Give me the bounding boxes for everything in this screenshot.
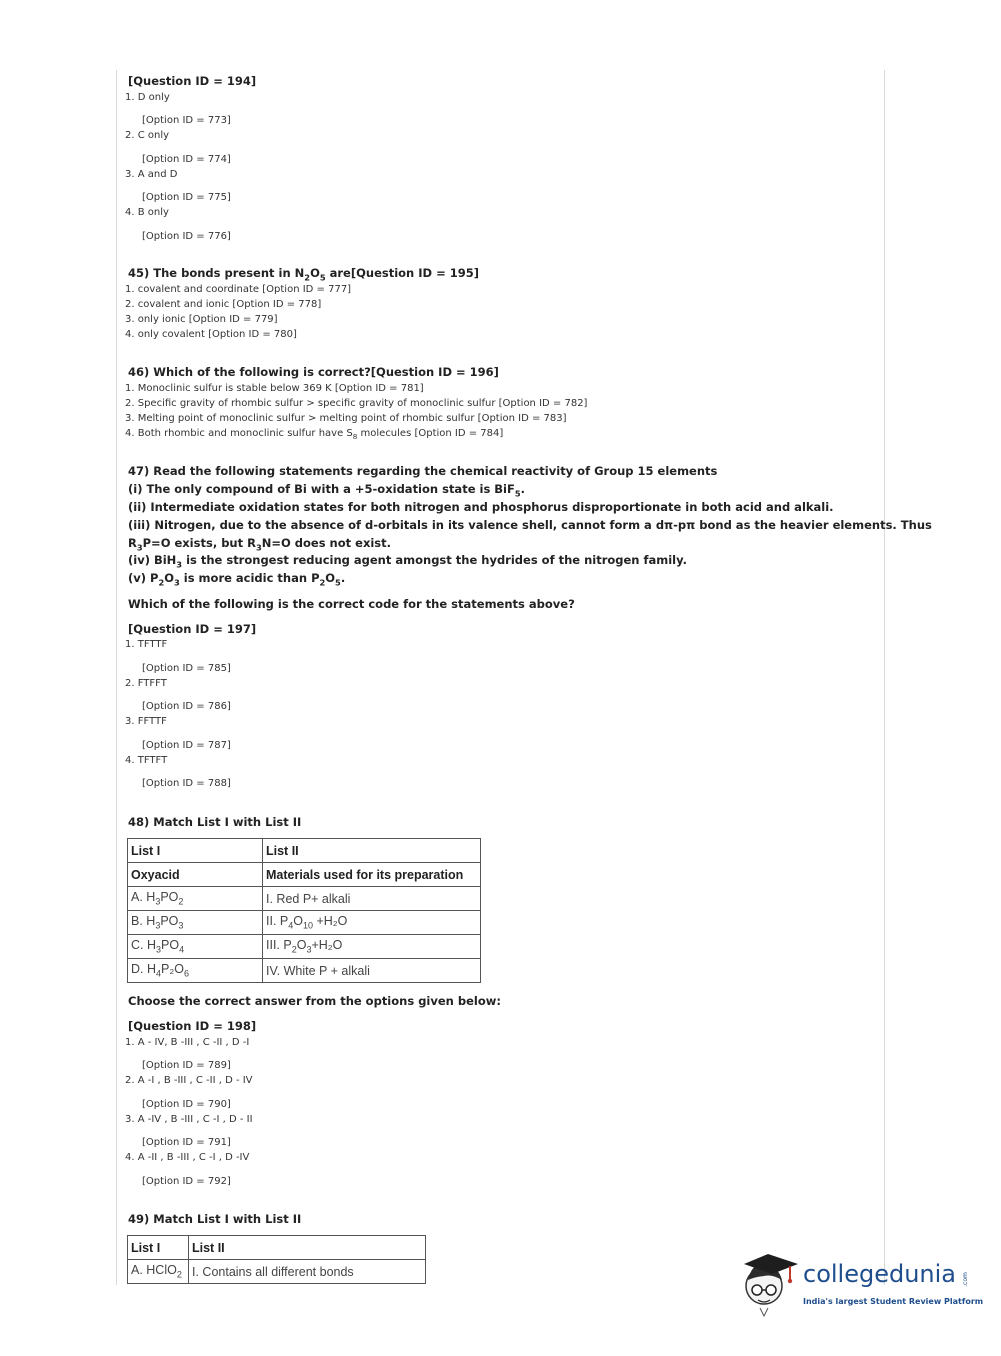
- statement-iii: (iii) Nitrogen, due to the absence of d-orbitals in its valence shell, cannot form a dπ-pπ bond as the heavier elements. Thus: [128, 518, 932, 532]
- option-text: 1. TFTTF: [125, 639, 168, 650]
- table-row: [128, 1260, 426, 1284]
- option-text: 1. D only: [125, 92, 170, 103]
- statement-i: (i) The only compound of Bi with a +5-oxidation state is BiF$_5$.: [128, 482, 525, 499]
- brand-name: collegedunia: [803, 1260, 957, 1288]
- statement-iv: (iv) BiH$_3$ is the strongest reducing agent amongst the hydrides of the nitrogen family.: [128, 553, 687, 570]
- match-table-49: [127, 1235, 426, 1284]
- option-id: [Option ID = 775]: [142, 192, 231, 203]
- statement-iii-cont: $R_3P=O$ exists, but $R_3N=O$ does not exist.: [128, 536, 392, 553]
- option-id: [Option ID = 791]: [142, 1137, 231, 1148]
- table-cell: A. HClO$_2$: [128, 1260, 189, 1284]
- question-47-title: 47) Read the following statements regarding the chemical reactivity of Group 15 elements: [128, 464, 718, 478]
- table-row: [128, 935, 481, 959]
- table-cell: C. $H_3PO_4$: [128, 935, 263, 959]
- option-text: 4. only covalent [Option ID = 780]: [125, 329, 297, 340]
- table-cell: A. $H_3PO_2$: [128, 887, 263, 911]
- option-text: 1. A - IV, B -III , C -II , D -I: [125, 1037, 250, 1048]
- brand-tagline: India's largest Student Review Platform: [803, 1297, 984, 1306]
- table-row: [128, 911, 481, 935]
- table-header: List I: [128, 839, 263, 863]
- question-45-title: 45) The bonds present in $N_2O_5$ are[Question ID = 195]: [128, 266, 479, 283]
- option-text: 4. TFTFT: [125, 755, 168, 766]
- table-header: List I: [128, 1236, 189, 1260]
- statement-ii: (ii) Intermediate oxidation states for both nitrogen and phosphorus disproportionate in both acid and alkali.: [128, 500, 834, 514]
- option-text: 2. A -I , B -III , C -II , D - IV: [125, 1075, 253, 1086]
- table-row: [128, 887, 481, 911]
- question-id-194: [Question ID = 194]: [128, 74, 257, 88]
- option-text: 4. A -II , B -III , C -I , D -IV: [125, 1152, 250, 1163]
- option-id: [Option ID = 774]: [142, 154, 231, 165]
- option-text: 4. Both rhombic and monoclinic sulfur have $S_8$ molecules [Option ID = 784]: [125, 428, 504, 441]
- option-id: [Option ID = 773]: [142, 115, 231, 126]
- option-text: 2. Specific gravity of rhombic sulfur > specific gravity of monoclinic sulfur [Option ID = 782]: [125, 398, 588, 409]
- option-text: 3. A -IV , B -III , C -I , D - II: [125, 1114, 253, 1125]
- option-text: 3. Melting point of monoclinic sulfur > melting point of rhombic sulfur [Option ID = 783]: [125, 413, 567, 424]
- table-cell: B. $H_3PO_3$: [128, 911, 263, 935]
- statement-v: (v) $P_2O_3$ is more acidic than $P_2O_5$.: [128, 571, 346, 588]
- option-text: 1. Monoclinic sulfur is stable below 369 K [Option ID = 781]: [125, 383, 424, 394]
- option-id: [Option ID = 788]: [142, 778, 231, 789]
- option-id: [Option ID = 785]: [142, 663, 231, 674]
- page-frame-left: [116, 70, 117, 1285]
- table-cell: D. $H_4P_2O_6$: [128, 959, 263, 983]
- option-id: [Option ID = 789]: [142, 1060, 231, 1071]
- table-cell: II. $P_4O_{10} +H_2O$: [263, 911, 481, 935]
- option-text: 4. B only: [125, 207, 169, 218]
- brand-domain: .com: [961, 1272, 969, 1287]
- option-text: 2. C only: [125, 130, 170, 141]
- option-id: [Option ID = 790]: [142, 1099, 231, 1110]
- table-subheader: Materials used for its preparation: [263, 863, 481, 887]
- question-49-title: 49) Match List I with List II: [128, 1212, 302, 1226]
- table-header: List II: [263, 839, 481, 863]
- table-cell: IV. White P + alkali: [263, 959, 481, 983]
- table-row: [128, 959, 481, 983]
- page-frame-right: [884, 70, 885, 1285]
- option-text: 3. only ionic [Option ID = 779]: [125, 314, 278, 325]
- question-47-prompt: Which of the following is the correct code for the statements above?: [128, 597, 575, 611]
- option-text: 2. covalent and ionic [Option ID = 778]: [125, 299, 322, 310]
- question-48-prompt: Choose the correct answer from the options given below:: [128, 994, 501, 1008]
- option-id: [Option ID = 792]: [142, 1176, 231, 1187]
- option-text: 2. FTFFT: [125, 678, 167, 689]
- option-id: [Option ID = 786]: [142, 701, 231, 712]
- match-table-48: [127, 838, 481, 983]
- table-cell: I. Red P+ alkali: [263, 887, 481, 911]
- option-text: 3. FFTTF: [125, 716, 167, 727]
- option-id: [Option ID = 776]: [142, 231, 231, 242]
- option-id: [Option ID = 787]: [142, 740, 231, 751]
- option-text: 3. A and D: [125, 169, 178, 180]
- table-cell: III. $P_2O_3+H_2O$: [263, 935, 481, 959]
- table-header: List II: [189, 1236, 426, 1260]
- question-id-198: [Question ID = 198]: [128, 1019, 257, 1033]
- table-cell: I. Contains all different bonds: [189, 1260, 426, 1284]
- question-48-title: 48) Match List I with List II: [128, 815, 302, 829]
- table-subheader: Oxyacid: [128, 863, 263, 887]
- option-text: 1. covalent and coordinate [Option ID = 777]: [125, 284, 352, 295]
- question-46-title: 46) Which of the following is correct?[Question ID = 196]: [128, 365, 499, 379]
- question-id-197: [Question ID = 197]: [128, 622, 257, 636]
